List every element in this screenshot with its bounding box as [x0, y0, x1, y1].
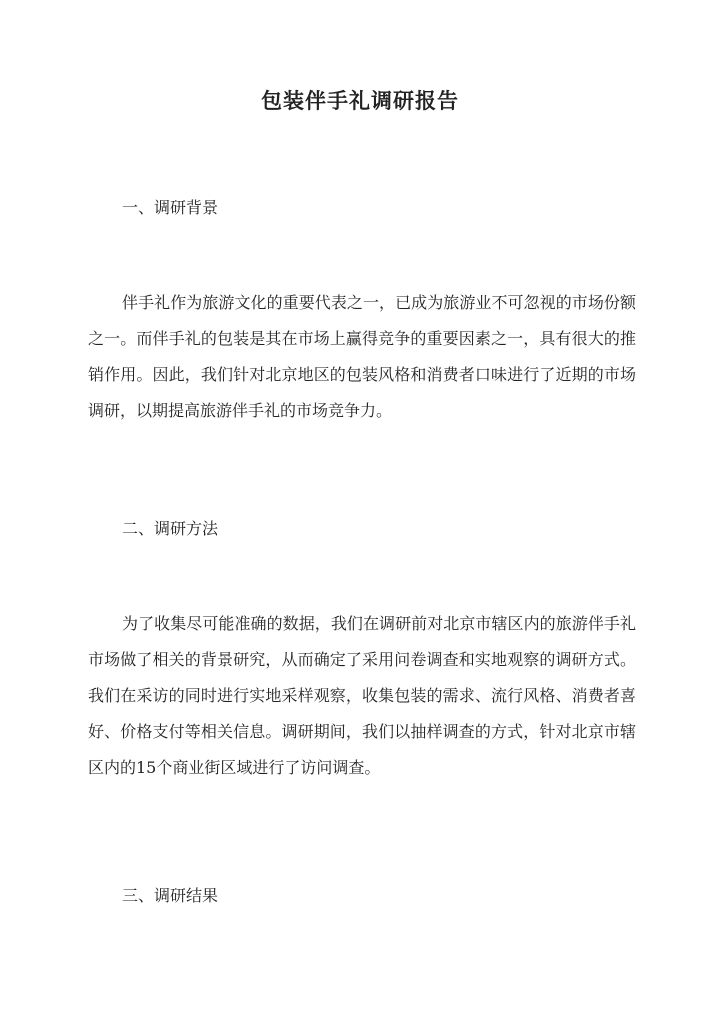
section-paragraph-method: 为了收集尽可能准确的数据，我们在调研前对北京市辖区内的旅游伴手礼市场做了相关的背景研究，从而确定了采用问卷调查和实地观察的调研方式。我们在采访的同时进行实地采样观察，收集包装的需求、流行风格、消费者喜好、价格支付等相关信息。调研期间，我们以抽样调查的方式，针对北京市辖区内的15个商业街区域进行了访问调查。 [88, 614, 636, 777]
section-paragraph-background: 伴手礼作为旅游文化的重要代表之一，已成为旅游业不可忽视的市场份额之一。而伴手礼的包装是其在市场上赢得竞争的重要因素之一，具有很大的推销作用。因此，我们针对北京地区的包装风格和消费者口味进行了近期的市场调研，以期提高旅游伴手礼的市场竞争力。 [88, 293, 636, 420]
section-heading-background: 一、调研背景 [122, 198, 219, 217]
document-title: 包装伴手礼调研报告 [261, 88, 459, 113]
section-heading-results: 三、调研结果 [122, 886, 219, 905]
section-heading-method: 二、调研方法 [122, 519, 219, 538]
